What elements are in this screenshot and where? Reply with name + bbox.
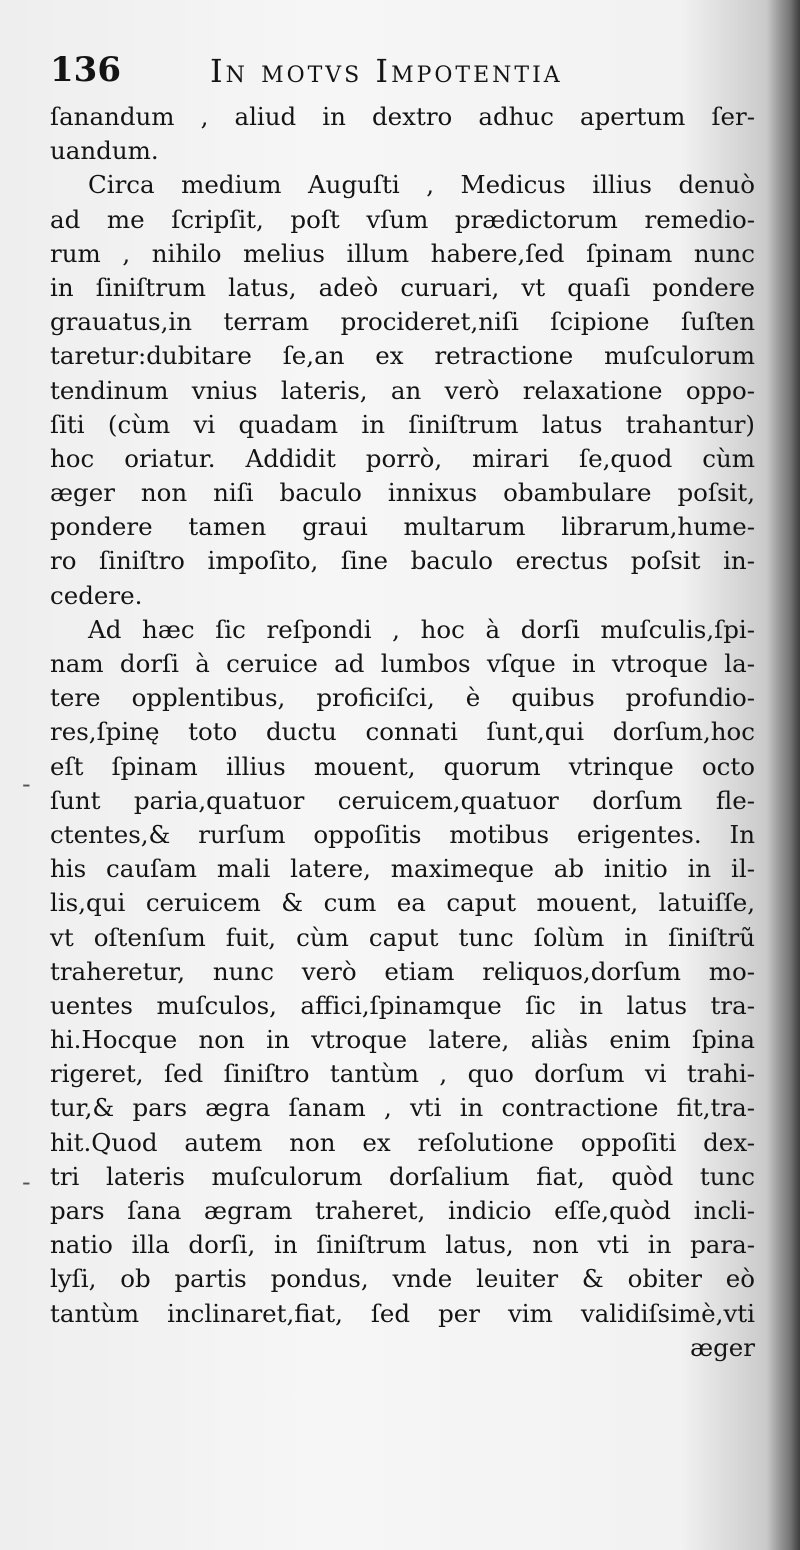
text-line: tere opplentibus, proficiſci, è quibus profundio- [50,683,755,713]
text-line: æger non niſi baculo innixus obambulare poſsit, [50,478,755,508]
text-line: rum , nihilo melius illum habere,ſed ſpinam nunc [50,238,755,268]
text-line: res,ſpinę toto ductu connati ſunt,qui dorſum,hoc [50,717,755,747]
text-line: rigeret, ſed ſiniſtro tantùm , quo dorſum vi trahi- [50,1059,755,1089]
margin-dash-mark: - [22,1168,31,1196]
text-line: pars ſana ægram traheret, indicio eſſe,quòd incli- [50,1196,755,1225]
text-line: ſunt paria,quatuor ceruicem,quatuor dorſum fle- [50,785,755,815]
text-line: eſt ſpinam illius mouent, quorum vtrinque octo [50,751,755,781]
text-line: vt oſtenſum fuit, cùm caput tunc ſolùm in ſiniſtrũ [50,922,755,952]
paragraph-start-line: Circa medium Auguſti , Medicus illius denuò [88,170,755,200]
margin-dash-mark: - [22,770,31,798]
page-edge-shadow [766,0,800,1550]
body-text [50,100,755,1365]
text-line: hoc oriatur. Addidit porrò, mirari ſe,quod cùm [50,443,755,473]
running-head: In motvs Impotentia [210,52,563,90]
text-line: lis,qui ceruicem & cum ea caput mouent, latuiſſe, [50,888,755,918]
page-header [50,44,750,98]
text-line: nam dorſi à ceruice ad lumbos vſque in vtroque la- [50,649,755,678]
text-line: tantùm inclinaret,fiat, ſed per vim validiſsimè,vti [50,1298,755,1328]
text-line: natio illa dorſi, in ſiniſtrum latus, non vti in para- [50,1230,755,1260]
text-line: grauatus,in terram procideret,niſi ſcipione ſuſten [50,307,755,337]
text-line: ſiti (cùm vi quadam in ſiniſtrum latus trahantur) [50,409,755,439]
text-line: his cauſam mali latere, maximeque ab initio in il- [50,854,755,884]
text-line: in ſiniſtrum latus, adeò curuari, vt quaſi pondere [50,272,755,302]
text-line: ctentes,& rurſum oppoſitis motibus erigentes. In [50,819,755,849]
text-line: lyſi, ob partis pondus, vnde leuiter & obiter eò [50,1264,755,1294]
text-line: hit.Quod autem non ex reſolutione oppoſiti dex- [50,1127,755,1157]
text-line: tur,& pars ægra ſanam , vti in contractione fit,tra- [50,1093,755,1123]
text-line: cedere. [50,580,143,610]
text-line: pondere tamen graui multarum librarum,hume- [50,512,755,542]
text-line: ad me ſcripſit, poſt vſum prædictorum remedio- [50,204,755,234]
text-line: traheretur, nunc verò etiam reliquos,dorſum mo- [50,956,755,986]
text-line: ro ſiniſtro impoſito, ſine baculo erectus poſsit in- [50,546,755,576]
text-line: tendinum vnius lateris, an verò relaxatione oppo- [50,375,755,405]
text-line: uentes muſculos, affici,ſpinamque ſic in latus tra- [50,990,755,1020]
page-number: 136 [50,50,121,90]
catchword: æger [690,1332,755,1362]
text-line: taretur:dubitare ſe,an ex retractione muſculorum [50,341,755,371]
text-line: tri lateris muſculorum dorſalium fiat, quòd tunc [50,1161,755,1191]
text-line: hi.Hocque non in vtroque latere, aliàs enim ſpina [50,1025,755,1055]
text-line: ſanandum , aliud in dextro adhuc apertum ſer- [50,102,755,131]
text-line: uandum. [50,136,159,166]
paragraph-start-line: Ad hæc ſic reſpondi , hoc à dorſi muſculis,ſpi- [88,614,755,644]
